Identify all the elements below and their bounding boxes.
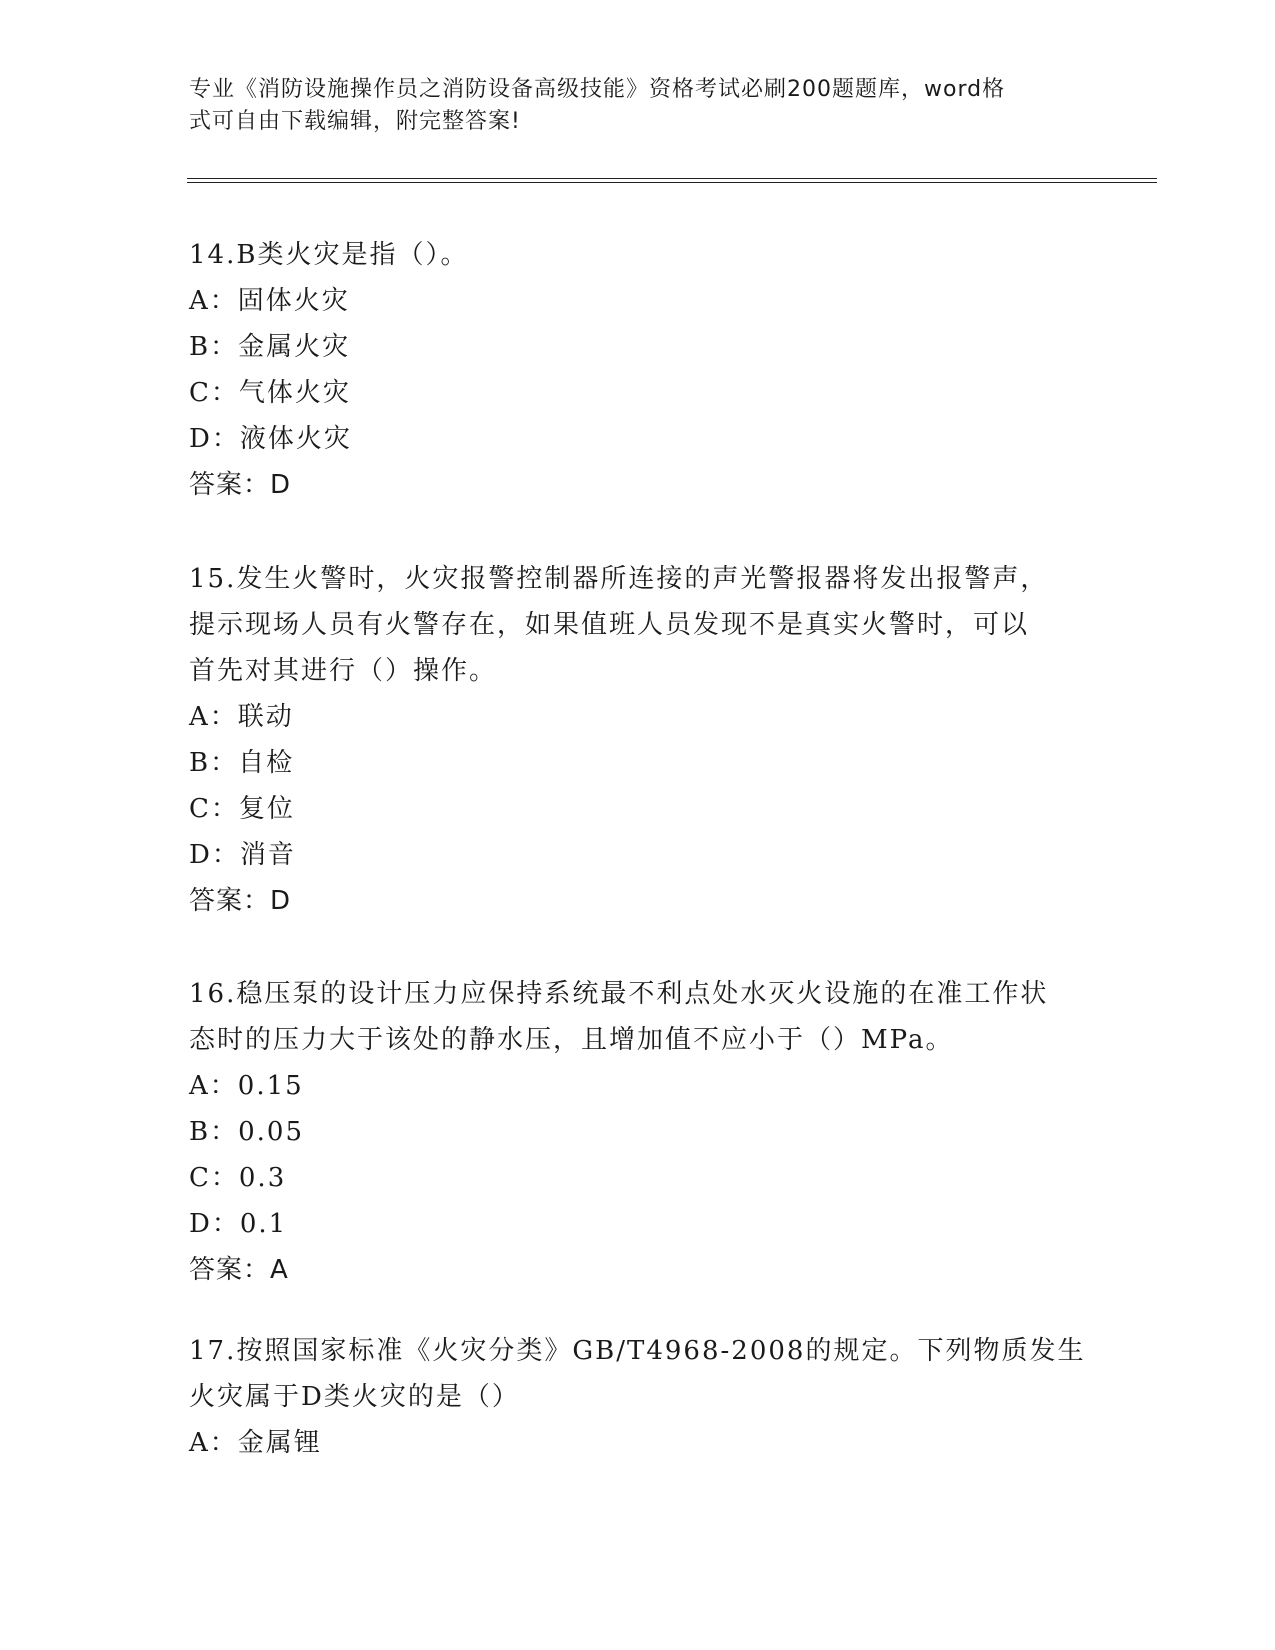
option-a: A：金属锂 bbox=[189, 1428, 322, 1458]
answer: 答案：D bbox=[189, 470, 292, 500]
question-14 bbox=[189, 232, 1089, 508]
question-stem-line-1: 15.发生火警时，火灾报警控制器所连接的声光警报器将发出报警声， bbox=[189, 564, 1049, 594]
document-header bbox=[189, 74, 1089, 138]
question-stem-line-2: 态时的压力大于该处的静水压，且增加值不应小于（）MPa。 bbox=[189, 1025, 954, 1055]
answer: 答案：A bbox=[189, 1255, 289, 1285]
option-a: A：固体火灾 bbox=[189, 286, 350, 316]
option-c: C：气体火灾 bbox=[189, 378, 351, 408]
question-stem-line-1: 17.按照国家标准《火灾分类》GB/T4968-2008的规定。下列物质发生 bbox=[189, 1336, 1086, 1366]
question-17 bbox=[189, 1328, 1089, 1466]
question-stem-line-3: 首先对其进行（）操作。 bbox=[189, 656, 498, 686]
question-stem-line-1: 16.稳压泵的设计压力应保持系统最不利点处水灭火设施的在准工作状 bbox=[189, 979, 1049, 1009]
option-d: D：消音 bbox=[189, 840, 296, 870]
option-b: B：0.05 bbox=[189, 1117, 304, 1147]
header-divider-bottom bbox=[187, 182, 1157, 183]
option-a: A：0.15 bbox=[189, 1071, 304, 1101]
option-b: B：金属火灾 bbox=[189, 332, 351, 362]
header-divider-top bbox=[187, 178, 1157, 179]
header-line-1: 专业《消防设施操作员之消防设备高级技能》资格考试必刷200题题库，word格 bbox=[189, 77, 1006, 102]
question-stem-line-2: 提示现场人员有火警存在，如果值班人员发现不是真实火警时，可以 bbox=[189, 610, 1030, 640]
option-d: D：0.1 bbox=[189, 1209, 288, 1239]
header-line-2: 式可自由下载编辑，附完整答案! bbox=[189, 109, 521, 134]
question-stem-line-2: 火灾属于D类火灾的是（） bbox=[189, 1382, 520, 1412]
option-c: C：0.3 bbox=[189, 1163, 287, 1193]
question-15 bbox=[189, 556, 1089, 924]
option-d: D：液体火灾 bbox=[189, 424, 352, 454]
question-16 bbox=[189, 971, 1089, 1293]
option-c: C：复位 bbox=[189, 794, 295, 824]
option-a: A：联动 bbox=[189, 702, 294, 732]
answer: 答案：D bbox=[189, 886, 292, 916]
option-b: B：自检 bbox=[189, 748, 295, 778]
question-stem: 14.B类火灾是指（）。 bbox=[189, 240, 469, 270]
